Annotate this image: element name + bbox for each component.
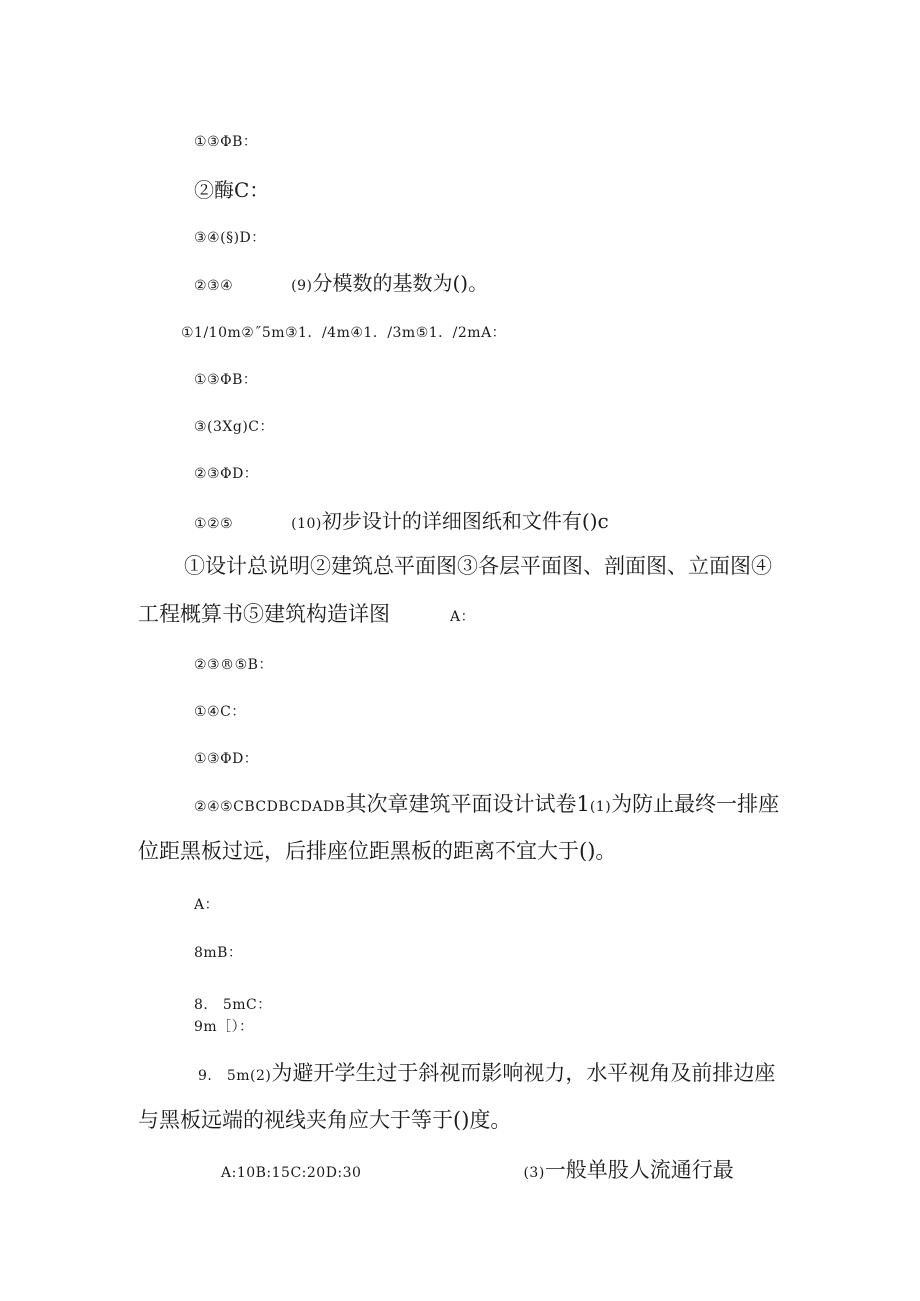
section-heading-line — [194, 794, 779, 815]
option-line: ③(3Xg)C： — [194, 419, 275, 435]
option-text: ②④⑤ — [194, 799, 234, 815]
question-number: (3) — [523, 1165, 545, 1181]
option-line: 9m［）： — [194, 1019, 254, 1035]
option-line: ①③ΦB： — [194, 372, 258, 388]
question-number: (9) — [291, 278, 313, 294]
question-text: 为防止最终一排座 — [611, 792, 780, 816]
option-line: 8mB： — [194, 945, 243, 961]
option-line: A： — [194, 897, 220, 913]
option-line: ①③ΦB： — [194, 134, 258, 150]
paragraph-line — [138, 604, 475, 625]
question-text: 分模数的基数为()。 — [312, 271, 489, 295]
paragraph-line: ①设计总说明②建筑总平面图③各层平面图、剖面图、立面图④ — [184, 554, 772, 578]
option-line: ②③®⑤B： — [194, 657, 273, 673]
question-line — [198, 1063, 775, 1084]
option-line: ②酶C： — [194, 178, 270, 202]
question-number: (1) — [589, 799, 612, 815]
question-text: 为避开学生过于斜视而影响视力，水平视角及前排边座 — [271, 1061, 776, 1085]
chapter-title: 其次章建筑平面设计试卷1 — [345, 792, 590, 816]
question-line — [194, 511, 609, 531]
option-line: ①③ΦD： — [194, 751, 259, 767]
question-number: (2) — [250, 1068, 272, 1084]
paragraph-line: 位距黑板过远，后排座位距黑板的距离不宜大于()。 — [138, 839, 617, 863]
question-text: 初步设计的详细图纸和文件有()c — [321, 509, 609, 533]
paragraph-line: 与黑板远端的视线夹角应大于等于()度。 — [138, 1108, 512, 1132]
question-line — [221, 1160, 734, 1181]
paragraph-text: 工程概算书⑤建筑构造详图 — [138, 602, 390, 626]
option-line: 8. 5mC： — [194, 997, 272, 1013]
answer-key: CBCDBCDADB — [233, 799, 346, 815]
option-line: ①④C： — [194, 704, 246, 720]
option-label: A： — [450, 609, 476, 625]
question-text: 一般单股人流通行最 — [544, 1158, 734, 1182]
question-number: (10) — [291, 516, 322, 532]
question-line — [194, 273, 488, 293]
option-line: ②③ΦD： — [194, 466, 259, 482]
option-line: ①1/10m②˝5m③1．/4m④1．/3m⑤1．/2mA： — [181, 325, 507, 341]
option-text: ①②⑤ — [194, 516, 234, 532]
option-text: ②③④ — [194, 278, 234, 294]
option-text: A:10B:15C:20D:30 — [221, 1165, 362, 1181]
option-text: 9. 5m — [198, 1068, 251, 1084]
option-line: ③④(§)D： — [194, 230, 266, 246]
